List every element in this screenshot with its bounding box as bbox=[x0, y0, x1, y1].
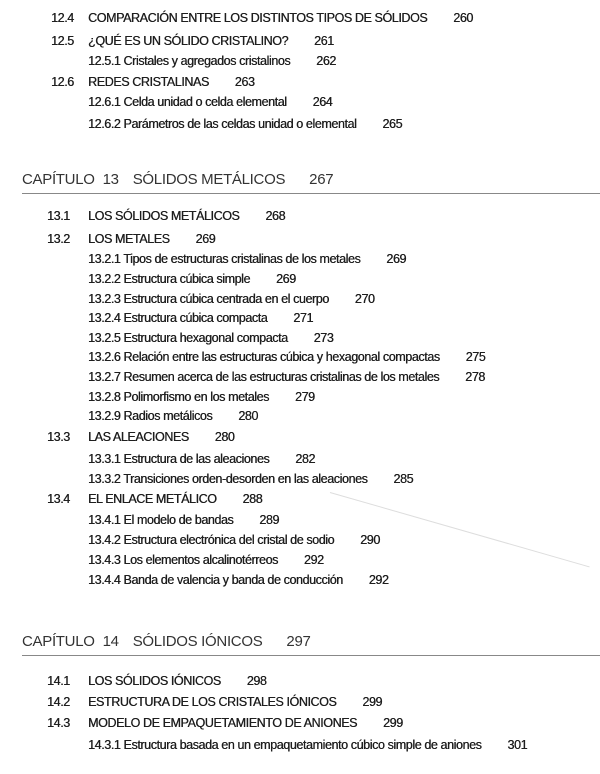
page-number: 261 bbox=[314, 34, 334, 48]
page-number: 280 bbox=[214, 430, 235, 444]
page-number: 292 bbox=[368, 573, 389, 587]
chapter-label: CAPÍTULO bbox=[22, 171, 95, 188]
toc-subsection bbox=[0, 369, 600, 385]
page-number: 269 bbox=[276, 272, 296, 286]
section-title: LOS METALES bbox=[88, 232, 170, 246]
section-title: 13.2.2 Estructura cúbica simple bbox=[88, 272, 250, 286]
section-title: 13.2.6 Relación entre las estructuras cúbica y hexagonal compactas bbox=[88, 350, 440, 364]
toc-section bbox=[0, 33, 600, 49]
section-entry bbox=[88, 715, 403, 731]
chapter-title: SÓLIDOS METÁLICOS bbox=[132, 171, 286, 188]
section-title: LAS ALEACIONES bbox=[88, 430, 189, 444]
section-entry bbox=[88, 532, 380, 548]
section-title: ¿QUÉ ES UN SÓLIDO CRISTALINO? bbox=[88, 34, 289, 48]
section-title: ESTRUCTURA DE LOS CRISTALES IÓNICOS bbox=[88, 695, 337, 709]
section-entry bbox=[88, 251, 406, 267]
chapter-divider bbox=[22, 655, 600, 656]
section-title: COMPARACIÓN ENTRE LOS DISTINTOS TIPOS DE SÓLIDOS bbox=[88, 11, 428, 25]
section-title: 13.2.5 Estructura hexagonal compacta bbox=[88, 331, 288, 345]
section-number: 12.5 bbox=[51, 34, 74, 48]
toc-subsection bbox=[0, 330, 600, 346]
section-entry bbox=[88, 572, 388, 588]
section-entry bbox=[88, 429, 234, 445]
toc-subsection bbox=[0, 512, 600, 528]
section-title: 13.3.2 Transiciones orden-desorden en las aleaciones bbox=[88, 472, 368, 486]
toc-section bbox=[0, 429, 600, 445]
toc-subsection bbox=[0, 116, 600, 132]
toc-section bbox=[0, 491, 600, 507]
toc-subsection bbox=[0, 552, 600, 568]
section-entry bbox=[88, 389, 315, 405]
section-entry bbox=[88, 369, 485, 385]
page-number: 301 bbox=[507, 738, 528, 752]
section-number: 12.4 bbox=[51, 11, 74, 25]
page-number: 269 bbox=[195, 232, 216, 246]
section-title: 13.4.4 Banda de valencia y banda de conducción bbox=[88, 573, 343, 587]
section-entry bbox=[88, 291, 374, 307]
page-number: 288 bbox=[242, 492, 263, 506]
toc-subsection bbox=[0, 572, 600, 588]
section-entry bbox=[88, 451, 315, 467]
page-number: 263 bbox=[234, 75, 255, 89]
page-number: 260 bbox=[453, 11, 473, 25]
toc-section bbox=[0, 673, 600, 689]
section-title: LOS SÓLIDOS IÓNICOS bbox=[88, 674, 221, 688]
page-number: 292 bbox=[303, 553, 324, 567]
section-entry bbox=[88, 271, 296, 287]
section-entry bbox=[88, 74, 254, 90]
chapter-page: 297 bbox=[286, 633, 311, 650]
page-number: 271 bbox=[293, 311, 313, 325]
toc-subsection bbox=[0, 532, 600, 548]
page-number: 262 bbox=[316, 54, 336, 68]
chapter-13-heading bbox=[22, 171, 333, 189]
section-number: 13.2 bbox=[47, 232, 70, 246]
section-entry bbox=[88, 231, 215, 247]
page-number: 268 bbox=[265, 209, 286, 223]
toc-section bbox=[0, 694, 600, 710]
page-number: 275 bbox=[465, 350, 486, 364]
section-entry bbox=[88, 208, 285, 224]
section-number: 14.2 bbox=[47, 695, 70, 709]
toc-section bbox=[0, 74, 600, 90]
section-title: 12.6.1 Celda unidad o celda elemental bbox=[88, 95, 287, 109]
section-entry bbox=[88, 33, 334, 49]
section-entry bbox=[88, 310, 313, 326]
toc-subsection bbox=[0, 389, 600, 405]
page-number: 280 bbox=[238, 409, 258, 423]
section-number: 13.3 bbox=[47, 430, 70, 444]
toc-section bbox=[0, 10, 600, 26]
chapter-14-heading bbox=[22, 633, 311, 651]
section-entry bbox=[88, 673, 266, 689]
section-title: 13.4.3 Los elementos alcalinotérreos bbox=[88, 553, 278, 567]
toc-subsection bbox=[0, 271, 600, 287]
section-title: EL ENLACE METÁLICO bbox=[88, 492, 217, 506]
section-title: 13.4.1 El modelo de bandas bbox=[88, 513, 234, 527]
page-number: 273 bbox=[313, 331, 334, 345]
section-number: 14.1 bbox=[47, 674, 70, 688]
toc-subsection bbox=[0, 471, 600, 487]
section-entry bbox=[88, 53, 336, 69]
section-entry bbox=[88, 737, 527, 753]
chapter-divider bbox=[22, 193, 600, 194]
page-number: 299 bbox=[362, 695, 382, 709]
section-entry bbox=[88, 512, 279, 528]
toc-section bbox=[0, 208, 600, 224]
section-title: 13.2.3 Estructura cúbica centrada en el cuerpo bbox=[88, 292, 329, 306]
section-number: 13.4 bbox=[47, 492, 70, 506]
toc-subsection bbox=[0, 349, 600, 365]
section-entry bbox=[88, 94, 332, 110]
section-title: 13.2.8 Polimorfismo en los metales bbox=[88, 390, 269, 404]
section-entry bbox=[88, 694, 382, 710]
section-title: 12.5.1 Cristales y agregados cristalinos bbox=[88, 54, 291, 68]
section-entry bbox=[88, 10, 473, 26]
section-title: 13.3.1 Estructura de las aleaciones bbox=[88, 452, 270, 466]
page-number: 298 bbox=[246, 674, 267, 688]
toc-subsection bbox=[0, 53, 600, 69]
page-number: 278 bbox=[465, 370, 485, 384]
section-title: 13.2.7 Resumen acerca de las estructuras cristalinas de los metales bbox=[88, 370, 440, 384]
page-number: 285 bbox=[393, 472, 414, 486]
page-number: 270 bbox=[354, 292, 375, 306]
section-entry bbox=[88, 116, 402, 132]
section-entry bbox=[88, 330, 333, 346]
chapter-number: 13 bbox=[102, 171, 119, 188]
section-title: 13.4.2 Estructura electrónica del cristal de sodio bbox=[88, 533, 335, 547]
page-number: 289 bbox=[259, 513, 279, 527]
toc-subsection bbox=[0, 251, 600, 267]
section-title: 12.6.2 Parámetros de las celdas unidad o elemental bbox=[88, 117, 357, 131]
section-title: 14.3.1 Estructura basada en un empaquetamiento cúbico simple de aniones bbox=[88, 738, 482, 752]
section-number: 14.3 bbox=[47, 716, 70, 730]
page-number: 282 bbox=[295, 452, 315, 466]
section-entry bbox=[88, 471, 413, 487]
toc-subsection bbox=[0, 94, 600, 110]
chapter-title: SÓLIDOS IÓNICOS bbox=[132, 633, 263, 650]
section-title: 13.2.4 Estructura cúbica compacta bbox=[88, 311, 268, 325]
toc-subsection bbox=[0, 408, 600, 424]
page-number: 265 bbox=[382, 117, 403, 131]
section-title: 13.2.1 Tipos de estructuras cristalinas de los metales bbox=[88, 252, 361, 266]
toc-section bbox=[0, 715, 600, 731]
toc-subsection bbox=[0, 737, 600, 753]
toc-section bbox=[0, 231, 600, 247]
section-title: LOS SÓLIDOS METÁLICOS bbox=[88, 209, 240, 223]
section-entry bbox=[88, 349, 485, 365]
section-entry bbox=[88, 408, 258, 424]
section-entry bbox=[88, 491, 262, 507]
page-number: 269 bbox=[386, 252, 406, 266]
section-number: 12.6 bbox=[51, 75, 74, 89]
chapter-page: 267 bbox=[309, 171, 334, 188]
toc-subsection bbox=[0, 451, 600, 467]
toc-subsection bbox=[0, 291, 600, 307]
page-number: 299 bbox=[382, 716, 403, 730]
page-number: 264 bbox=[312, 95, 333, 109]
chapter-label: CAPÍTULO bbox=[22, 633, 95, 650]
page-number: 290 bbox=[360, 533, 380, 547]
section-title: 13.2.9 Radios metálicos bbox=[88, 409, 213, 423]
toc-subsection bbox=[0, 310, 600, 326]
section-number: 13.1 bbox=[47, 209, 70, 223]
section-entry bbox=[88, 552, 324, 568]
chapter-number: 14 bbox=[102, 633, 119, 650]
page-number: 279 bbox=[294, 390, 315, 404]
section-title: MODELO DE EMPAQUETAMIENTO DE ANIONES bbox=[88, 716, 357, 730]
section-title: REDES CRISTALINAS bbox=[88, 75, 209, 89]
